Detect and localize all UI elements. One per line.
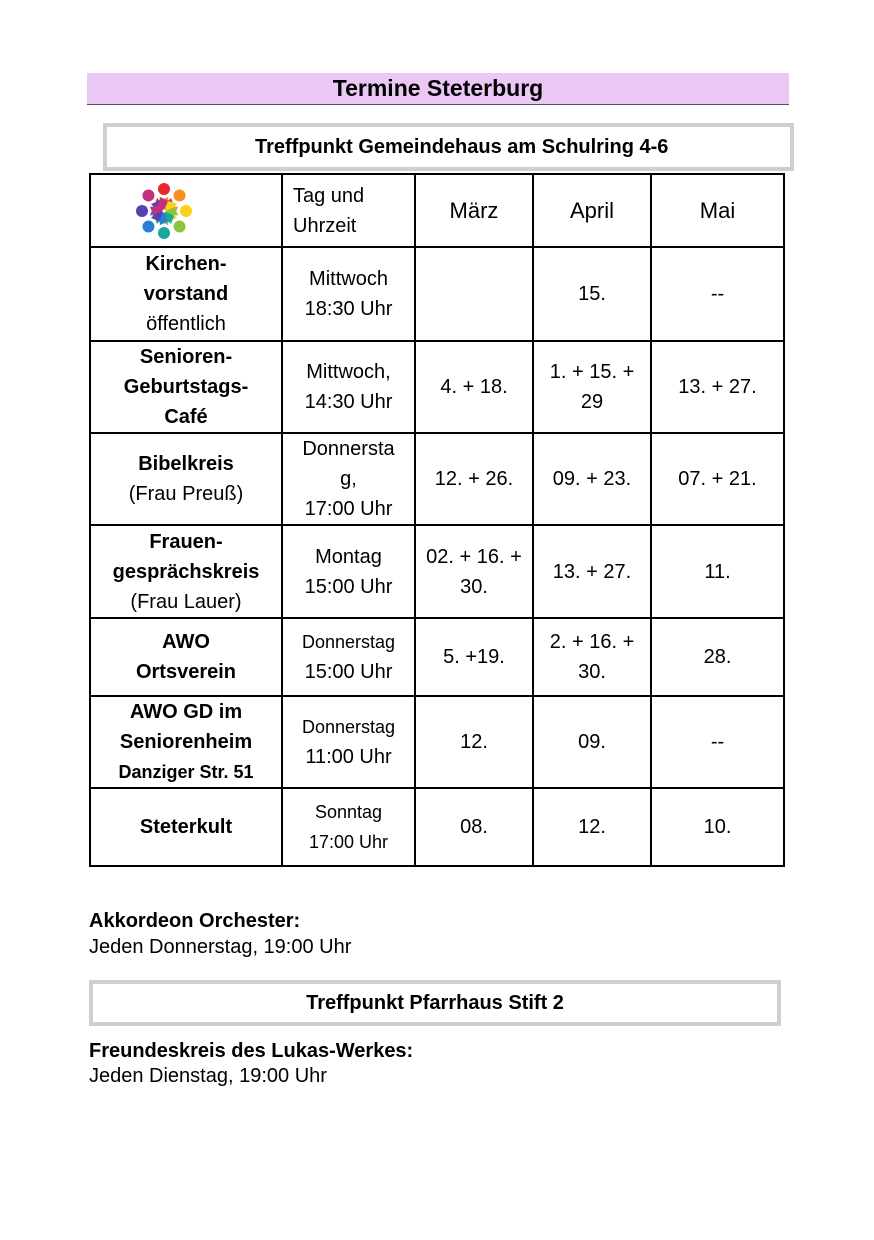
freundeskreis-text: Jeden Dienstag, 19:00 Uhr [89, 1065, 327, 1087]
table-row [90, 247, 784, 341]
group-name-line: Danziger Str. 51 [118, 762, 254, 782]
time-line: 17:00 Uhr [308, 832, 389, 852]
group-name-line: Café [164, 406, 208, 428]
group-name-line: Bibelkreis [138, 453, 234, 475]
people-circle-logo-icon [131, 178, 197, 244]
group-name-line: AWO [162, 631, 210, 653]
day-time-cell [282, 433, 415, 525]
akkordeon-text: Jeden Donnerstag, 19:00 Uhr [89, 936, 352, 958]
group-name-line: AWO GD im [129, 701, 243, 723]
group-name [90, 788, 282, 866]
group-name-line: (Frau Preuß) [128, 483, 244, 505]
day-line: Sonntag [314, 802, 383, 822]
day-line: Donnersta [302, 438, 395, 460]
date-cell-month-2: 12. [533, 788, 651, 866]
akkordeon-title: Akkordeon Orchester: [89, 910, 301, 932]
date-cell-month-2 [533, 341, 651, 433]
day-line: Donnerstag [301, 717, 396, 737]
date-cell-month-2: 09. [533, 696, 651, 788]
header-day-time [282, 174, 415, 247]
day-line: Donnerstag [301, 632, 396, 652]
day-time-cell [282, 341, 415, 433]
date-line: 02. + 16. + [426, 545, 522, 568]
day-time-cell [282, 247, 415, 341]
day-time-cell [282, 618, 415, 696]
date-line: 30. [578, 661, 606, 683]
day-line: g, [340, 468, 357, 490]
header-month-2: April [533, 174, 651, 247]
date-cell-month-3: 28. [651, 618, 784, 696]
date-cell-month-1: 12. + 26. [415, 433, 533, 525]
group-name-line: Frauen- [149, 530, 223, 553]
time-line: 14:30 Uhr [304, 391, 393, 413]
date-cell-month-2: 09. + 23. [533, 433, 651, 525]
date-cell-month-3: 11. [651, 525, 784, 618]
schedule-table [89, 173, 785, 867]
date-cell-month-3: 10. [651, 788, 784, 866]
group-name-line: Senioren- [139, 346, 233, 368]
date-cell-month-2 [533, 618, 651, 696]
day-line: Montag [315, 545, 382, 568]
group-name-line: gesprächskreis [112, 560, 260, 583]
table-header-row [90, 174, 784, 247]
date-cell-month-3: 07. + 21. [651, 433, 784, 525]
group-name-line: Kirchen- [145, 253, 227, 275]
time-line: 15:00 Uhr [304, 661, 393, 683]
time-line: 18:30 Uhr [304, 298, 393, 320]
group-name-line: öffentlich [146, 313, 226, 335]
date-cell-month-1: 4. + 18. [415, 341, 533, 433]
date-cell-month-3: -- [651, 247, 784, 341]
group-name-line: Geburtstags- [123, 376, 249, 398]
table-row [90, 433, 784, 525]
header-day-line: Tag und [293, 184, 365, 207]
table-row [90, 788, 784, 866]
group-name [90, 618, 282, 696]
table-row [90, 696, 784, 788]
time-line: 17:00 Uhr [304, 498, 393, 520]
time-line: 15:00 Uhr [304, 575, 393, 598]
group-name [90, 247, 282, 341]
day-line: Mittwoch [309, 268, 388, 290]
table-row [90, 341, 784, 433]
header-time-line: Uhrzeit [293, 214, 357, 237]
freundeskreis-title: Freundeskreis des Lukas-Werkes: [89, 1040, 414, 1062]
day-line: Mittwoch, [306, 361, 391, 383]
date-cell-month-3: -- [651, 696, 784, 788]
header-month-1: März [415, 174, 533, 247]
logo-cell [90, 174, 282, 247]
group-name [90, 433, 282, 525]
date-cell-month-1 [415, 525, 533, 618]
time-line: 11:00 Uhr [305, 746, 392, 768]
date-cell-month-3: 13. + 27. [651, 341, 784, 433]
date-line: 30. [460, 575, 488, 598]
page-title: Termine Steterburg [87, 73, 789, 105]
group-name-line: Ortsverein [135, 661, 237, 683]
venue-heading-pfarrhaus: Treffpunkt Pfarrhaus Stift 2 [89, 980, 781, 1026]
group-name-line: Seniorenheim [119, 731, 253, 753]
group-name-line: vorstand [143, 283, 229, 305]
date-cell-month-1 [415, 247, 533, 341]
day-time-cell [282, 788, 415, 866]
date-line: 1. + 15. + [549, 361, 635, 383]
date-cell-month-2: 15. [533, 247, 651, 341]
group-name-line: Steterkult [139, 816, 233, 838]
date-cell-month-1: 12. [415, 696, 533, 788]
venue-heading-gemeindehaus: Treffpunkt Gemeindehaus am Schulring 4-6 [103, 123, 794, 171]
day-time-cell [282, 525, 415, 618]
table-row [90, 525, 784, 618]
group-name [90, 341, 282, 433]
group-name-line: (Frau Lauer) [130, 590, 242, 613]
day-time-cell [282, 696, 415, 788]
group-name [90, 696, 282, 788]
group-name [90, 525, 282, 618]
date-cell-month-1: 08. [415, 788, 533, 866]
date-line: 29 [580, 391, 604, 413]
date-cell-month-1: 5. +19. [415, 618, 533, 696]
header-month-3: Mai [651, 174, 784, 247]
date-cell-month-2: 13. + 27. [533, 525, 651, 618]
table-row [90, 618, 784, 696]
date-line: 2. + 16. + [549, 631, 635, 653]
